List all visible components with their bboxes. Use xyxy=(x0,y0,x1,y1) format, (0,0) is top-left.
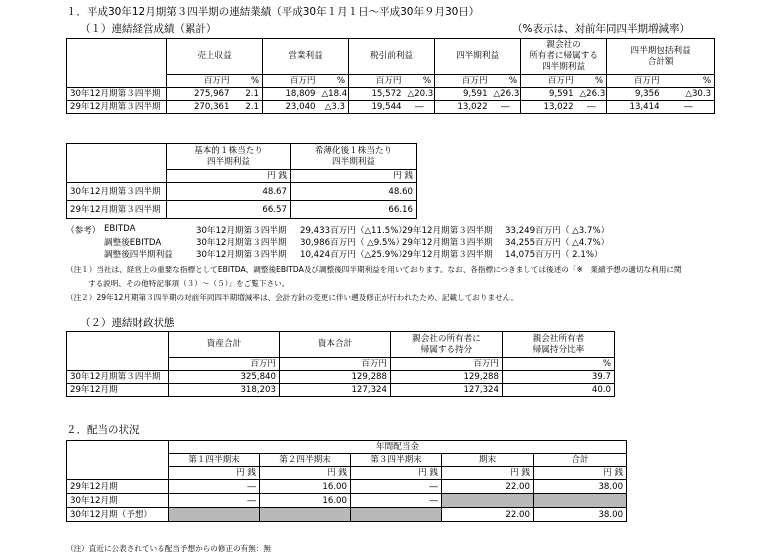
reference-p2: 29年12月期第３四半期 xyxy=(402,238,493,248)
cell-pct: ― xyxy=(663,101,715,114)
table-row xyxy=(67,384,615,397)
table-row xyxy=(67,508,627,522)
cell-value: 127,324 xyxy=(391,384,503,397)
cell-pct: △30.3 xyxy=(663,88,715,101)
header-q2-end: 第２四半期末 xyxy=(260,454,351,467)
reference-name: 調整後四半期利益 xyxy=(104,250,173,260)
cell-shaded xyxy=(534,494,627,508)
cell-value: 127,324 xyxy=(280,384,391,397)
header-comprehensive-income: 四半期包括利益 合計額 xyxy=(607,39,715,75)
cell-value: ― xyxy=(351,494,442,508)
header-profit-owners: 親会社の 所有者に帰属する 四半期利益 xyxy=(521,39,607,75)
table-row xyxy=(67,371,615,384)
cell-pct: 2.1 xyxy=(233,101,263,114)
table-corner-cell xyxy=(67,39,167,75)
row-label: 29年12月期第３四半期 xyxy=(67,201,167,219)
cell-pct: △18.4 xyxy=(319,88,349,101)
reference-p1: 30年12月期第３四半期 xyxy=(196,250,287,260)
cell-pct: ― xyxy=(577,101,607,114)
cell-value: 40.0 xyxy=(503,384,615,397)
cell-value: 318,203 xyxy=(169,384,280,397)
table-row xyxy=(67,88,715,101)
header-operating-profit: 営業利益 xyxy=(263,39,349,75)
cell-value: 9,591 xyxy=(521,88,577,101)
unit-amount: 百万円 xyxy=(349,75,405,88)
unit-pct: % xyxy=(577,75,607,88)
cell-value: 129,288 xyxy=(280,371,391,384)
unit-yen: 円 銭 xyxy=(169,467,260,480)
dividend-table xyxy=(66,440,627,522)
reference-label: （参考） xyxy=(66,226,101,236)
cell-pct: △3.3 xyxy=(319,101,349,114)
table-row xyxy=(67,101,715,114)
cell-value: 129,288 xyxy=(391,371,503,384)
units-row xyxy=(67,170,417,183)
reference-name: 調整後EBITDA xyxy=(104,238,162,248)
reference-p1: 30年12月期第３四半期 xyxy=(196,226,287,236)
financial-position-title: （２）連結財政状態 xyxy=(80,317,175,329)
reference-v1: 30,986百万円（ △9.5%） xyxy=(300,238,405,248)
section-1-title: １．平成30年12月期第３四半期の連結業績（平成30年１月１日～平成30年９月30日） xyxy=(66,6,480,18)
cell-shaded xyxy=(169,508,260,522)
unit-yen: 円 銭 xyxy=(442,467,534,480)
unit-yen: 円 銭 xyxy=(291,170,417,183)
cell-value: ― xyxy=(351,480,442,494)
unit-amount: 百万円 xyxy=(521,75,577,88)
unit: 百万円 xyxy=(280,358,391,371)
unit-pct: % xyxy=(233,75,263,88)
row-label: 29年12月期 xyxy=(67,480,169,494)
unit-amount: 百万円 xyxy=(167,75,233,88)
header-basic-eps: 基本的１株当たり 四半期利益 xyxy=(167,144,291,170)
cell-value: 38.00 xyxy=(534,508,627,522)
unit-pct: % xyxy=(405,75,435,88)
reference-p2: 29年12月期第３四半期 xyxy=(402,250,493,260)
header-year-end: 期末 xyxy=(442,454,534,467)
unit-yen: 円 銭 xyxy=(534,467,627,480)
unit: 百万円 xyxy=(391,358,503,371)
cell-value: ― xyxy=(169,480,260,494)
header-pretax-profit: 税引前利益 xyxy=(349,39,435,75)
financial-position-table xyxy=(66,331,615,397)
dividend-note: （注）直近に公表されている配当予想からの修正の有無：無 xyxy=(66,544,272,553)
table-corner-cell xyxy=(67,332,169,358)
reference-v2: 14,075百万円（ 2.1%） xyxy=(505,250,603,260)
cell-value: 19,544 xyxy=(349,101,405,114)
cell-value: 9,356 xyxy=(607,88,663,101)
cell-value: 23,040 xyxy=(263,101,319,114)
cell-pct: ― xyxy=(405,101,435,114)
cell-value: ― xyxy=(169,494,260,508)
operating-results-title: （１）連結経営成績（累計） xyxy=(80,23,217,35)
cell-value: 22.00 xyxy=(442,508,534,522)
cell-pct: △26.3 xyxy=(577,88,607,101)
row-label: 29年12月期 xyxy=(67,384,169,397)
unit-pct: % xyxy=(663,75,715,88)
unit-yen: 円 銭 xyxy=(167,170,291,183)
cell-value: 270,361 xyxy=(167,101,233,114)
unit-yen: 円 銭 xyxy=(260,467,351,480)
cell-value: 13,022 xyxy=(521,101,577,114)
group-header-annual-dividend: 年間配当金 xyxy=(169,441,627,454)
cell-pct: ― xyxy=(491,101,521,114)
header-diluted-eps: 希薄化後１株当たり 四半期利益 xyxy=(291,144,417,170)
cell-value: 275,967 xyxy=(167,88,233,101)
header-total: 合計 xyxy=(534,454,627,467)
reference-v2: 33,249百万円（ △3.7%） xyxy=(505,226,610,236)
note-2: （注２）29年12月期第３四半期の対前年同四半期増減率は、会計方針の変更に伴い遡及修正が行われたため、記載しておりません。 xyxy=(66,293,519,302)
cell-pct: 2.1 xyxy=(233,88,263,101)
unit-pct: % xyxy=(319,75,349,88)
units-row xyxy=(67,75,715,88)
cell-value: 48.60 xyxy=(291,183,417,201)
note-1-line-1: （注１）当社は、経営上の重要な指標としてEBITDA、調整後EBITDA及び調整後四半期利益を用いております。なお、各指標につきましては後述の「※ 業績予想の適切な利用に関 xyxy=(66,265,682,274)
unit-amount: 百万円 xyxy=(435,75,491,88)
header-quarterly-profit: 四半期利益 xyxy=(435,39,521,75)
cell-value: 39.7 xyxy=(503,371,615,384)
reference-v1: 29,433百万円（△11.5%） xyxy=(300,226,407,236)
table-row xyxy=(67,494,627,508)
row-label: 30年12月期第３四半期 xyxy=(67,88,167,101)
unit-amount: 百万円 xyxy=(607,75,663,88)
dividend-title: ２．配当の状況 xyxy=(66,424,140,436)
header-total-equity: 資本合計 xyxy=(280,332,391,358)
header-total-assets: 資産合計 xyxy=(169,332,280,358)
reference-p2: 29年12月期第３四半期 xyxy=(402,226,493,236)
unit: 百万円 xyxy=(169,358,280,371)
cell-value: 38.00 xyxy=(534,480,627,494)
header-q3-end: 第３四半期末 xyxy=(351,454,442,467)
cell-value: 13,414 xyxy=(607,101,663,114)
reference-name: EBITDA xyxy=(104,224,136,234)
reference-v1: 10,424百万円（△25.9%） xyxy=(300,250,407,260)
cell-shaded xyxy=(260,508,351,522)
header-q1-end: 第１四半期末 xyxy=(169,454,260,467)
table-row xyxy=(67,201,417,219)
cell-value: 16.00 xyxy=(260,494,351,508)
cell-shaded xyxy=(442,494,534,508)
unit-pct: % xyxy=(491,75,521,88)
unit-yen: 円 銭 xyxy=(351,467,442,480)
note-1-line-2: する説明、その他特記事項（３）～（５）」をご覧下さい。 xyxy=(88,279,290,288)
table-row xyxy=(67,183,417,201)
cell-shaded xyxy=(351,508,442,522)
cell-value: 66.16 xyxy=(291,201,417,219)
table-corner-cell xyxy=(67,144,167,170)
cell-value: 16.00 xyxy=(260,480,351,494)
cell-value: 22.00 xyxy=(442,480,534,494)
cell-pct: △26.3 xyxy=(491,88,521,101)
percentage-note: （%表示は、対前年同四半期増減率） xyxy=(512,23,690,35)
header-revenue: 売上収益 xyxy=(167,39,263,75)
unit: % xyxy=(503,358,615,371)
operating-results-table xyxy=(66,38,715,114)
cell-value: 9,591 xyxy=(435,88,491,101)
unit-amount: 百万円 xyxy=(263,75,319,88)
cell-value: 66.57 xyxy=(167,201,291,219)
row-label: 30年12月期第３四半期 xyxy=(67,183,167,201)
units-row xyxy=(67,467,627,480)
reference-v2: 34,255百万円（ △4.7%） xyxy=(505,238,610,248)
cell-pct: △20.3 xyxy=(405,88,435,101)
table-row xyxy=(67,480,627,494)
cell-value: 325,840 xyxy=(169,371,280,384)
header-equity-ratio: 親会社所有者 帰属持分比率 xyxy=(503,332,615,358)
cell-value: 48.67 xyxy=(167,183,291,201)
row-label: 30年12月期第３四半期 xyxy=(67,371,169,384)
units-row xyxy=(67,358,615,371)
cell-value: 13,022 xyxy=(435,101,491,114)
header-owners-equity: 親会社の所有者に 帰属する持分 xyxy=(391,332,503,358)
cell-value: 18,809 xyxy=(263,88,319,101)
row-label: 30年12月期（予想） xyxy=(67,508,169,522)
eps-table xyxy=(66,143,417,219)
row-label: 30年12月期 xyxy=(67,494,169,508)
reference-p1: 30年12月期第３四半期 xyxy=(196,238,287,248)
row-label: 29年12月期第３四半期 xyxy=(67,101,167,114)
cell-value: 15,572 xyxy=(349,88,405,101)
